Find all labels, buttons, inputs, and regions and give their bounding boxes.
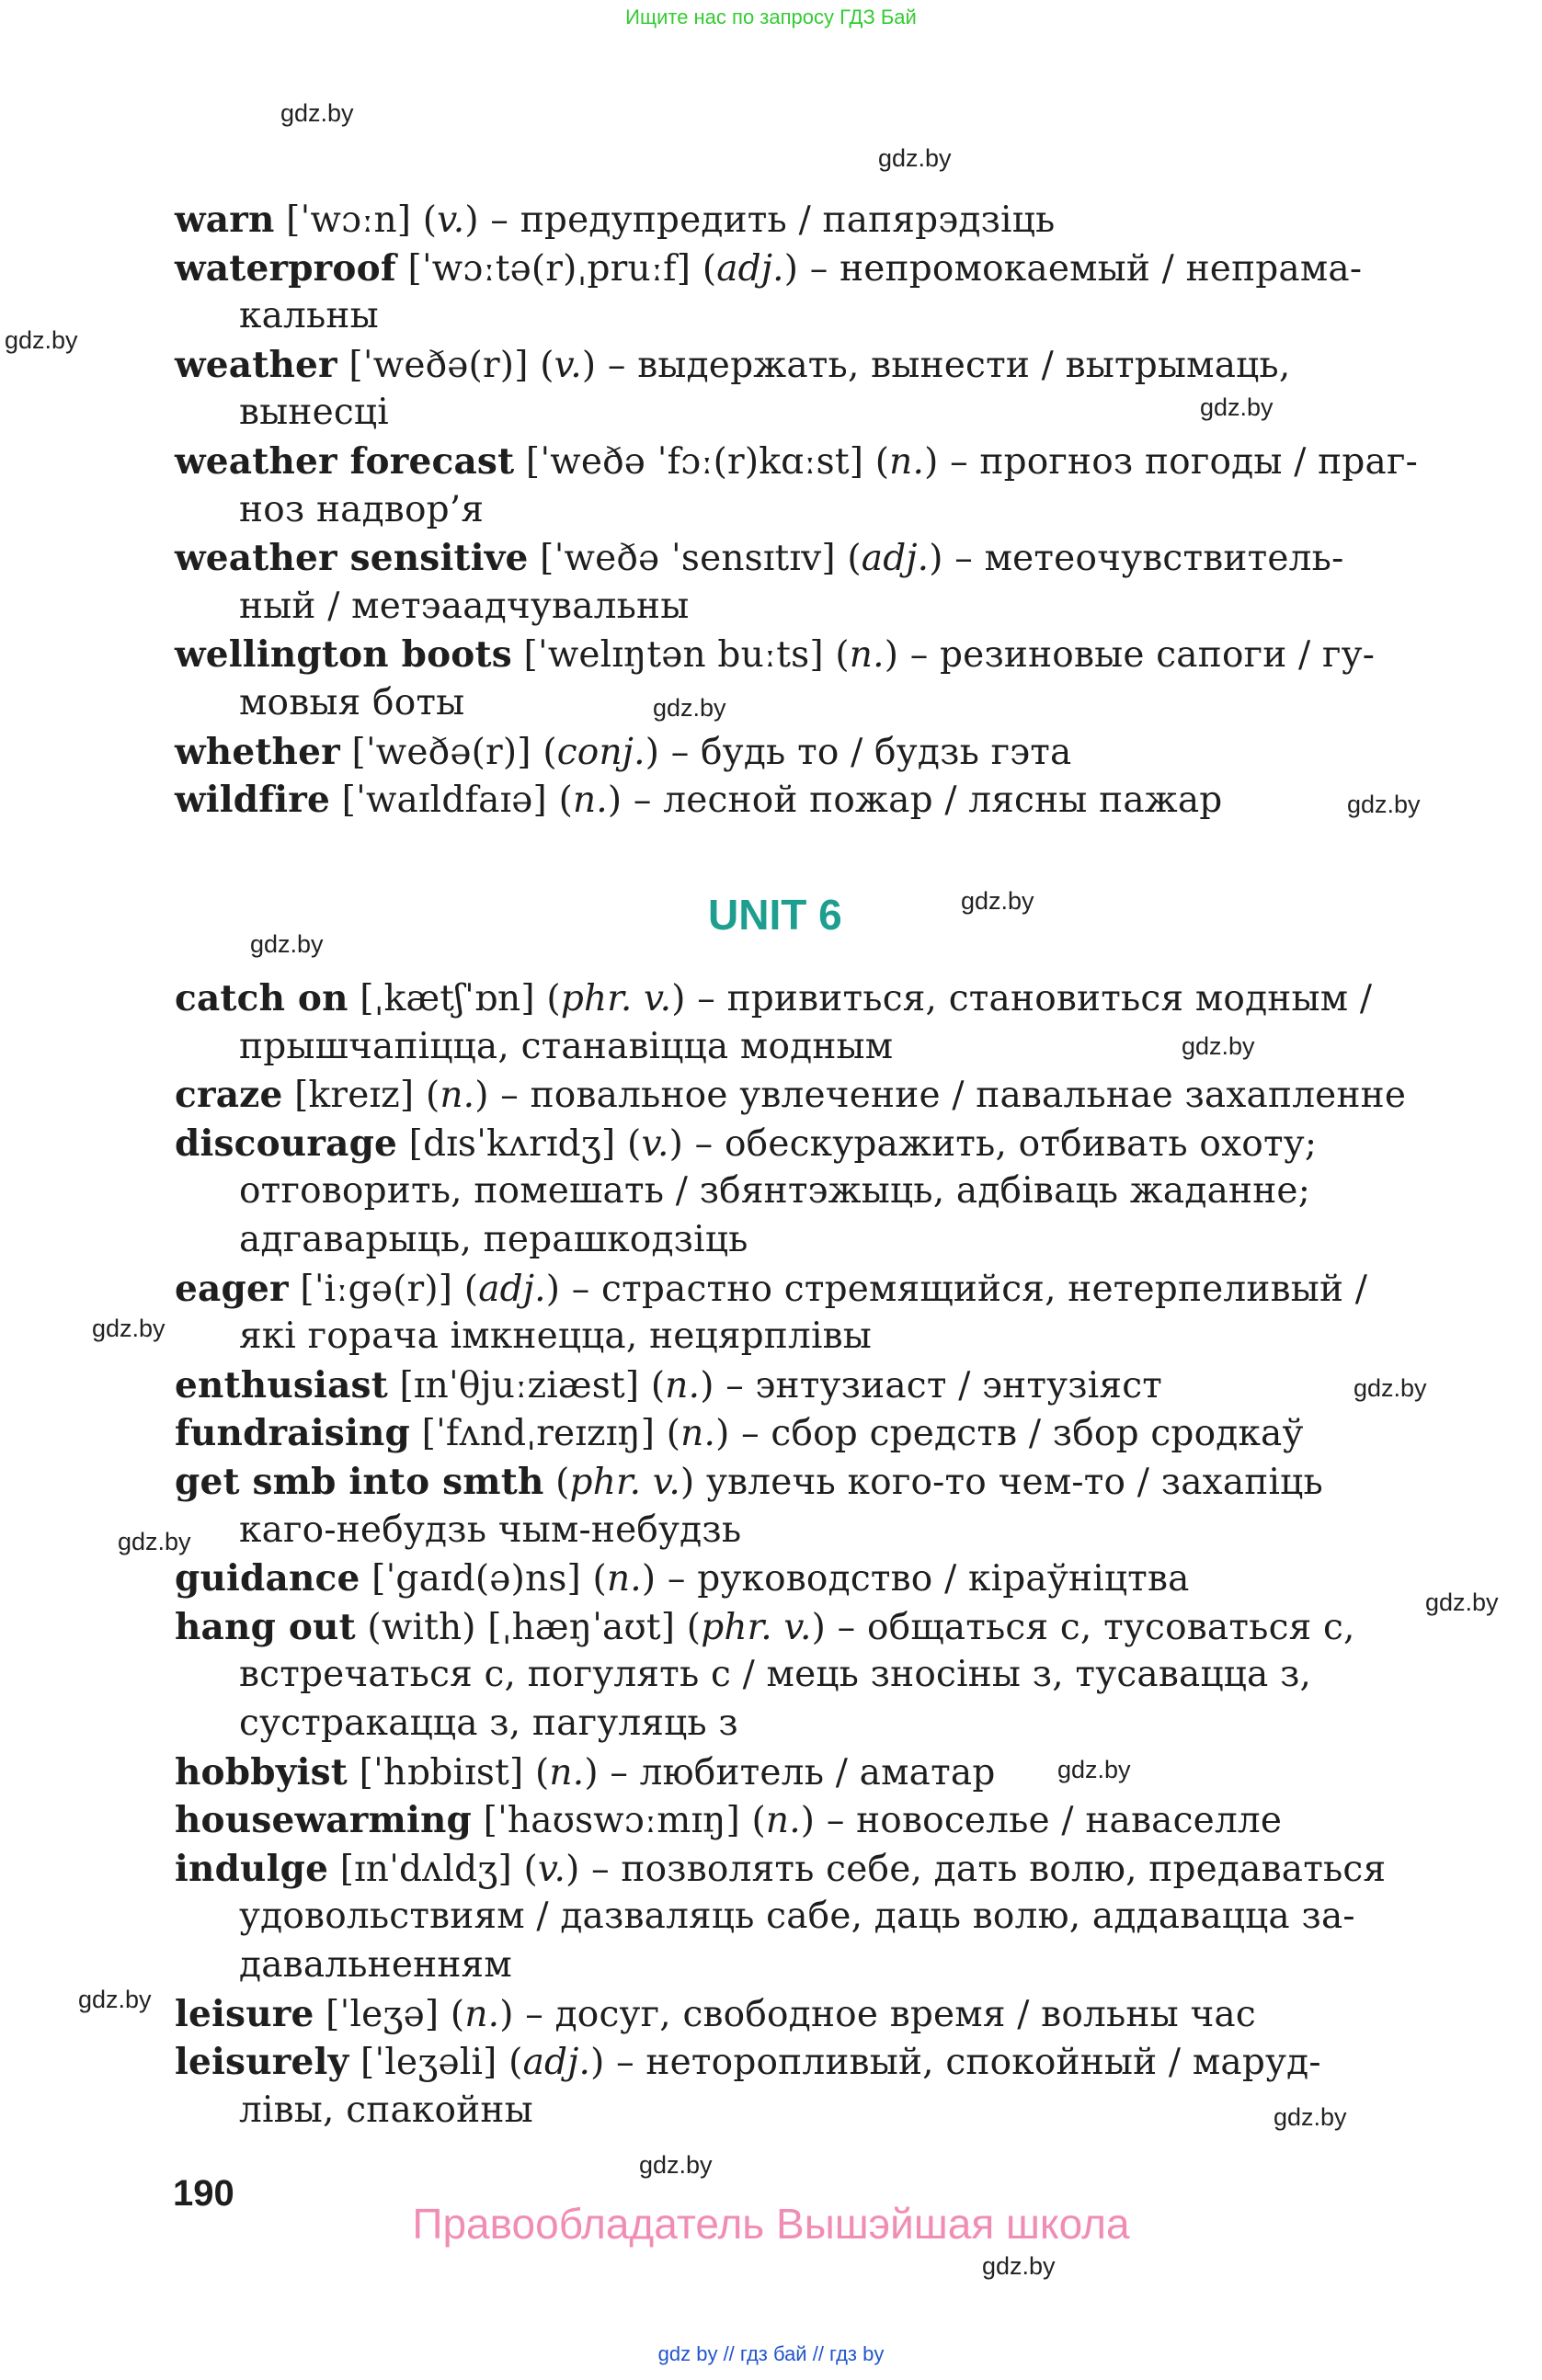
- entry-definition: – прогноз погоды / праг-: [950, 441, 1418, 483]
- entry-transcription: [ˈleʒə]: [314, 1993, 440, 2035]
- entry-paren: ): [700, 1364, 726, 1406]
- entry-line: [175, 536, 1343, 581]
- entry-paren: ): [641, 1558, 668, 1600]
- watermark: gdz.by: [5, 326, 78, 354]
- entry-paren: (: [823, 634, 850, 677]
- entry-definition: – позволять себе, дать волю, предаваться: [591, 1848, 1387, 1890]
- entry-pos: adj.: [861, 538, 930, 580]
- entry-transcription: [ˌkætʃˈɒn]: [348, 978, 535, 1019]
- entry-paren: ): [499, 1993, 526, 2035]
- entry-pos: v.: [437, 199, 465, 241]
- page-number: 190: [173, 2173, 234, 2214]
- entry-paren: ): [715, 1413, 742, 1455]
- entry-pos: n.: [889, 441, 925, 483]
- entry-transcription: [ˈleʒəli]: [348, 2042, 497, 2084]
- entry-continuation: кальны: [239, 295, 379, 337]
- entry-pos: n.: [549, 1751, 585, 1794]
- entry-paren: (: [534, 978, 561, 1019]
- watermark: gdz.by: [1354, 1374, 1427, 1402]
- entry-line: [175, 246, 1362, 291]
- watermark: gdz.by: [1057, 1756, 1131, 1783]
- entry-pos: adj.: [478, 1268, 546, 1310]
- entry-definition: – привиться, становиться модным /: [697, 978, 1373, 1019]
- entry-line: [175, 976, 1372, 1021]
- entry-line: [175, 1798, 1282, 1843]
- entry-pos: phr. v.: [560, 978, 672, 1019]
- entry-paren: ): [590, 2042, 617, 2084]
- entry-headword: leisurely: [175, 2041, 349, 2084]
- entry-pos: v.: [641, 1122, 669, 1165]
- watermark: gdz.by: [78, 1986, 152, 2013]
- entry-line: [175, 1267, 1367, 1312]
- entry-transcription: [ˈiːgə(r)]: [288, 1268, 453, 1310]
- entry-headword: leisure: [175, 1992, 314, 2035]
- entry-paren: (: [452, 1268, 479, 1310]
- entry-headword: craze: [175, 1074, 283, 1117]
- entry-continuation: удовольствиям / дазваляць сабе, даць волю, аддавацца за-: [239, 1896, 1355, 1938]
- watermark: gdz.by: [1274, 2103, 1347, 2131]
- entry-transcription: [ˈwelɪŋtən buːts]: [511, 634, 824, 677]
- entry-paren: (: [511, 1848, 538, 1890]
- entry-pos: conj.: [556, 731, 645, 773]
- entry-transcription: [ˈwɔːn]: [274, 199, 412, 241]
- entry-transcription: [dɪsˈkʌrɪdʒ]: [397, 1122, 616, 1165]
- entry-headword: eager: [175, 1267, 289, 1310]
- entry-definition: – непромокаемый / непрама-: [809, 247, 1363, 290]
- entry-paren: (: [414, 1075, 440, 1117]
- watermark: gdz.by: [92, 1315, 166, 1342]
- entry-definition: – общаться с, тусоваться с,: [837, 1606, 1355, 1648]
- watermark: gdz.by: [878, 144, 952, 172]
- entry-paren: ): [800, 1800, 827, 1842]
- entry-paren: ): [645, 731, 671, 773]
- entry-definition: увлечь кого-то чем-то / захапіць: [706, 1462, 1323, 1503]
- entry-continuation: які горача імкнецца, нецярплівы: [239, 1315, 873, 1358]
- entry-pos: adj.: [716, 247, 784, 290]
- entry-line: [175, 1556, 1190, 1601]
- entry-paren: ): [671, 978, 698, 1019]
- entry-paren: (: [546, 780, 573, 822]
- entry-definition: – повальное увлечение / павальнае захапленне: [500, 1075, 1407, 1117]
- entry-headword: catch on: [175, 977, 348, 1019]
- entry-transcription: [ˈweðə ˈfɔː(r)kɑːst]: [514, 441, 864, 483]
- entry-headword: hobbyist: [175, 1750, 348, 1794]
- entry-definition: – новоселье / наваселле: [826, 1800, 1283, 1842]
- entry-transcription: [ˈweðə(r)]: [337, 344, 529, 386]
- entry-continuation: сустракацца з, пагуляць з: [239, 1702, 738, 1744]
- entry-paren: (: [411, 199, 438, 241]
- entry-paren: (: [497, 2042, 523, 2084]
- entry-pos: n.: [849, 634, 885, 677]
- entry-definition: – страстно стремящийся, нетерпеливый /: [571, 1268, 1368, 1310]
- entry-transcription: [ˈhɒbiɪst]: [347, 1751, 524, 1794]
- entry-paren: (: [675, 1606, 702, 1648]
- entry-transcription: [kreɪz]: [282, 1075, 415, 1117]
- entry-headword: weather forecast: [175, 440, 515, 483]
- entry-headword: housewarming: [175, 1799, 472, 1842]
- watermark: gdz.by: [961, 887, 1034, 915]
- entry-paren: ): [680, 1462, 706, 1503]
- entry-paren: ): [464, 199, 491, 241]
- entry-transcription: [ɪnˈdʌldʒ]: [328, 1848, 512, 1890]
- entry-transcription: [ˈwɔːtə(r)ˌpruːf]: [395, 247, 691, 290]
- entry-paren: (: [528, 344, 554, 386]
- entry-line: [175, 439, 1418, 484]
- entry-definition: – выдержать, вынести / вытрымаць,: [607, 344, 1291, 386]
- entry-definition: – руководство / кіраўніцтва: [667, 1558, 1190, 1600]
- watermark: gdz.by: [639, 2151, 713, 2179]
- entry-paren: ): [668, 1122, 695, 1165]
- entry-paren: ): [545, 1268, 572, 1310]
- entry-line: [175, 1073, 1406, 1118]
- entry-transcription: [ˈgaɪd(ə)ns]: [360, 1558, 581, 1600]
- entry-line: [175, 1411, 1304, 1456]
- entry-transcription: [ˈweðə ˈsensɪtɪv]: [528, 538, 836, 580]
- entry-transcription: (with) [ˌhæŋˈaʊt]: [355, 1606, 676, 1648]
- watermark: gdz.by: [1182, 1032, 1255, 1060]
- entry-line: [175, 1847, 1386, 1892]
- watermark: gdz.by: [982, 2252, 1056, 2280]
- entry-definition: – резиновые сапоги / гу-: [909, 634, 1376, 677]
- entry-definition: – энтузиаст / энтузіяст: [725, 1364, 1163, 1406]
- watermark: gdz.by: [118, 1528, 191, 1555]
- entry-continuation: прышчапіцца, станавіцца модным: [239, 1025, 894, 1067]
- entry-headword: weather sensitive: [175, 537, 529, 580]
- watermark: gdz.by: [280, 99, 354, 127]
- entry-definition: – лесной пожар / лясны пажар: [633, 780, 1223, 822]
- entry-continuation: адгаварыць, перашкодзіць: [239, 1219, 748, 1260]
- entry-paren: (: [523, 1751, 550, 1794]
- entry-pos: n.: [440, 1075, 475, 1117]
- entry-paren: (: [580, 1558, 607, 1600]
- entry-pos: n.: [765, 1800, 801, 1842]
- entry-pos: phr. v.: [701, 1606, 812, 1648]
- entry-headword: waterproof: [175, 246, 396, 290]
- entry-headword: wildfire: [175, 779, 331, 822]
- entry-paren: ): [584, 1751, 611, 1794]
- entry-continuation: лівы, спакойны: [239, 2089, 533, 2131]
- entry-headword: wellington boots: [175, 633, 512, 677]
- entry-continuation: каго-небудзь чым-небудзь: [239, 1509, 742, 1551]
- entry-paren: (: [739, 1800, 766, 1842]
- entry-headword: indulge: [175, 1847, 329, 1890]
- watermark: gdz.by: [1425, 1589, 1499, 1616]
- entry-definition: – обескуражить, отбивать охоту;: [694, 1122, 1318, 1165]
- entry-line: [175, 730, 1072, 775]
- entry-paren: ): [607, 780, 634, 822]
- entry-transcription: [ˈfʌndˌreɪzɪŋ]: [410, 1413, 656, 1455]
- entry-pos: n.: [665, 1364, 701, 1406]
- entry-pos: n.: [572, 780, 608, 822]
- entry-paren: (: [615, 1122, 642, 1165]
- top-banner: Ищите нас по запросу ГДЗ Бай: [625, 6, 917, 28]
- entry-line: [175, 632, 1375, 678]
- entry-line: [175, 1992, 1256, 2037]
- entry-line: [175, 1122, 1317, 1167]
- entry-definition: – любитель / аматар: [610, 1751, 996, 1794]
- entry-paren: (: [439, 1993, 465, 2035]
- entry-paren: ): [474, 1075, 501, 1117]
- entry-pos: n.: [464, 1993, 500, 2035]
- entry-headword: weather: [175, 343, 337, 386]
- entry-paren: (: [655, 1413, 681, 1455]
- watermark: gdz.by: [250, 930, 324, 958]
- entry-transcription: [ˈhaʊswɔːmɪŋ]: [472, 1800, 740, 1842]
- watermark: gdz.by: [1347, 791, 1421, 818]
- entry-continuation: ный / метэаадчувальны: [239, 585, 690, 627]
- entry-paren: ): [929, 538, 955, 580]
- entry-line: [175, 2040, 1321, 2085]
- entry-pos: v.: [537, 1848, 566, 1890]
- entry-headword: hang out: [175, 1605, 356, 1648]
- entry-definition: – неторопливый, спокойный / маруд-: [616, 2042, 1321, 2084]
- entry-definition: – сбор средств / збор сродкаў: [741, 1413, 1304, 1455]
- entry-line: [175, 1605, 1355, 1650]
- footer-links: gdz by // гдз бай // гдз by: [657, 2342, 885, 2365]
- entry-headword: get smb into smth: [175, 1461, 544, 1503]
- entry-pos: phr. v.: [569, 1462, 680, 1503]
- entry-headword: whether: [175, 730, 340, 773]
- entry-paren: (: [639, 1364, 666, 1406]
- entry-transcription: [ˈweðə(r)]: [339, 731, 531, 773]
- entry-paren: ): [884, 634, 910, 677]
- entry-paren: (: [531, 731, 557, 773]
- entry-transcription: [ˈwaɪldfaɪə]: [330, 780, 547, 822]
- entry-paren: ): [924, 441, 951, 483]
- entry-pos: adj.: [522, 2042, 591, 2084]
- entry-pos: n.: [606, 1558, 642, 1600]
- entry-definition: – предупредить / папярэдзіць: [490, 199, 1056, 241]
- entry-paren: ): [565, 1848, 592, 1890]
- entry-pos: v.: [554, 344, 582, 386]
- entry-definition: – досуг, свободное время / вольны час: [525, 1993, 1256, 2035]
- entry-headword: warn: [175, 199, 275, 241]
- entry-line: [175, 778, 1222, 823]
- entry-transcription: [ɪnˈθjuːziæst]: [387, 1364, 640, 1406]
- entry-paren: (: [863, 441, 890, 483]
- entry-line: [175, 198, 1055, 243]
- entry-continuation: ноз надвор’я: [239, 488, 485, 530]
- entry-continuation: отговорить, помешать / збянтэжыць, адбіваць жаданне;: [239, 1170, 1311, 1213]
- entry-continuation: давальненням: [239, 1944, 512, 1986]
- entry-headword: enthusiast: [175, 1363, 388, 1406]
- watermark: gdz.by: [653, 694, 726, 722]
- watermark: gdz.by: [1200, 393, 1274, 421]
- entry-line: [175, 1750, 996, 1795]
- entry-line: [175, 343, 1290, 388]
- entry-definition: – будь то / будзь гэта: [670, 731, 1072, 773]
- unit-title: UNIT 6: [708, 891, 842, 939]
- entry-paren: (: [543, 1462, 570, 1503]
- entry-headword: guidance: [175, 1557, 360, 1600]
- entry-headword: fundraising: [175, 1412, 410, 1455]
- entry-line: [175, 1363, 1162, 1408]
- entry-headword: discourage: [175, 1122, 398, 1165]
- entry-paren: ): [581, 344, 608, 386]
- entry-continuation: встречаться с, погулять с / мець зносіны з, тусавацца з,: [239, 1654, 1312, 1696]
- entry-paren: ): [783, 247, 810, 290]
- entry-paren: (: [835, 538, 862, 580]
- entry-definition: – метеочувствитель-: [954, 538, 1344, 580]
- entry-paren: (: [691, 247, 717, 290]
- rights-notice: Правообладатель Вышэйшая школа: [412, 2200, 1130, 2248]
- entry-pos: n.: [680, 1413, 716, 1455]
- entry-continuation: мовыя боты: [239, 682, 465, 723]
- entry-paren: ): [811, 1606, 838, 1648]
- entry-line: [175, 1460, 1323, 1505]
- entry-continuation: вынесці: [239, 392, 389, 434]
